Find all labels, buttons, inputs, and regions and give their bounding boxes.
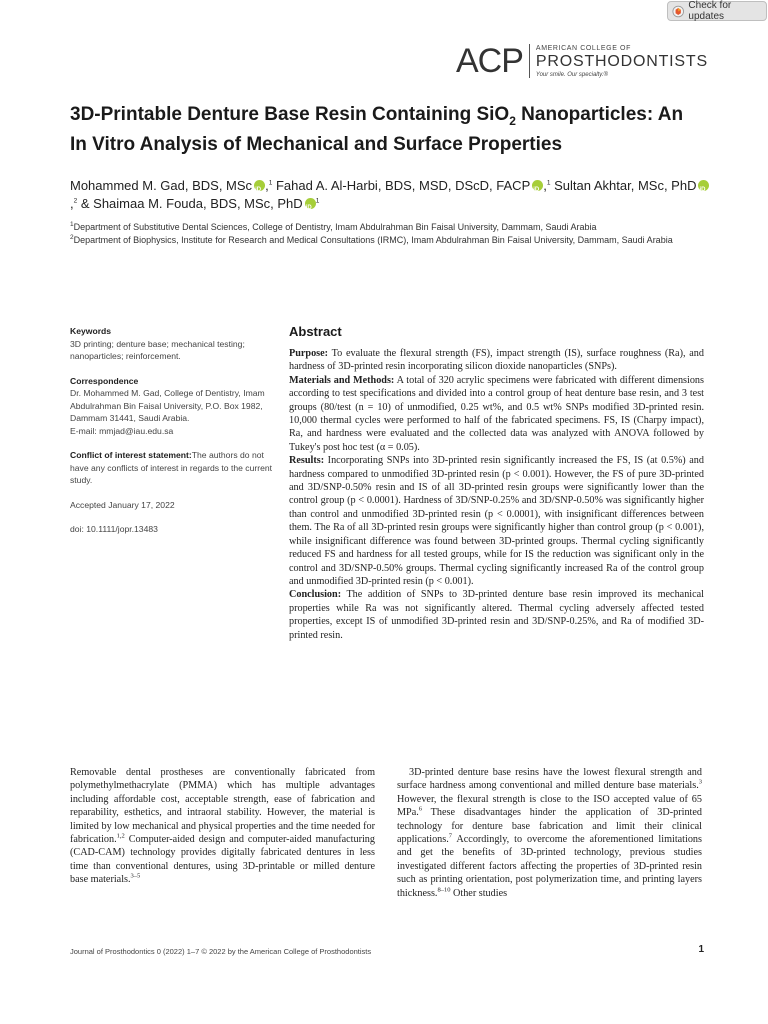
abstract-section [289, 324, 704, 642]
author-name: Fahad A. Al-Harbi, BDS, MSD, DScD, FACP [275, 178, 531, 193]
orcid-icon[interactable] [305, 198, 316, 209]
logo-small-text: AMERICAN COLLEGE OF [535, 44, 631, 52]
article-title: 3D-Printable Denture Base Resin Containing SiO$_2$ Nanoparticles: An In Vitro Analysis of Mechanical and Surface Properties [70, 104, 684, 155]
logo-mark: ACP [456, 42, 523, 80]
body-column-left: Removable dental prostheses are conventionally fabricated from polymethylmethacrylate (PMMA) which has multiple advantages including affordable cost, acceptable strength, ease of fabrication and reparability, esthetics, and intraoral stability. However, the material is limited by low mechanical and physical properties and the time needed for fabrication.$^{1,2}$ Computer-aided design and computer-aided manufacturing (CAD-CAM) technology provides digitally fabricated dentures in less time than conventional dentures, using 3D-printable or milled denture base materials.$^{3-5}$ [70, 767, 375, 886]
update-badge-icon [672, 5, 684, 18]
author-name: Shaimaa M. Fouda, BDS, MSc, PhD [93, 196, 303, 211]
doi-link[interactable]: doi: 10.1111/jopr.13483 [70, 524, 158, 534]
conflict-heading: Conflict of interest statement: [70, 450, 192, 460]
correspondence-email[interactable]: E-mail: mmjad@iau.edu.sa [70, 425, 174, 436]
accepted-date: Accepted January 17, 2022 [70, 499, 175, 510]
body-column-right: 3D-printed denture base resins have the lowest flexural strength and surface hardness among conventional and milled denture base materials.$^3$ However, the flexural strength is close to the ISO accepted value of 65 MPa.$^6$ These disadvantages hinder the application of 3D-printed technology for denture base fabrication and limit their clinical applications.$^7$ Accordingly, to overcome the aforementioned limitations and get the benefits of 3D-printed technology, previous studies investigated different factors affecting the properties of 3D-printed resin such as printing orientation, post polymerization time, and printing layers thickness.$^{8-10}$ Other studies [397, 767, 702, 899]
article-sidebar [70, 325, 275, 548]
abstract-conclusion: Conclusion: The addition of SNPs to 3D-printed denture base resin improved its mechanical properties while Ra was not significantly altered. Thermal cycling adversely affected tested properties, except IS of unmodified 3D-printed resin and 3D/SNP-0.25%, and Ra of modified 3D-printed resin. [289, 589, 704, 641]
affiliation-item: $^1$Department of Substitutive Dental Sciences, College of Dentistry, Imam Abdulrahman Bin Faisal University, Dammam, Saudi Arabia [70, 221, 597, 232]
keywords-block [70, 325, 275, 363]
affiliations [70, 221, 695, 247]
author-name: Mohammed M. Gad, BDS, MSc [70, 178, 253, 193]
page-footer: Journal of Prosthodontics 0 (2022) 1–7 © 2022 by the American College of Prosthodontists [70, 947, 372, 956]
abstract-heading: Abstract [289, 324, 342, 339]
author-list: Mohammed M. Gad, BDS, MSciD ,$^1$ Fahad A. Al-Harbi, BDS, MSD, DScD, FACPiD ,$^1$ Sultan Akhtar, MSc, PhDiD,$^2$ & Shaimaa M. Fouda, BDS, MSc, PhDiD $^1$ [70, 177, 710, 213]
abstract-purpose: Purpose: To evaluate the flexural strength (FS), impact strength (IS), surface roughness (Ra), and hardness of 3D-printed resin incorporating silicon dioxide nanoparticles (SNPs). [289, 348, 704, 373]
keywords-heading: Keywords [70, 326, 112, 336]
author-name: Sultan Akhtar, MSc, PhD [554, 178, 697, 193]
conflict-block [70, 449, 275, 487]
abstract-results: Results: Incorporating SNPs into 3D-printed resin significantly increased the FS, IS (at 0.5%) and hardness compared to unmodified 3D-printed resin (p < 0.001). However, the FS of pure 3D-printed and 3D/SNP-0.50% resin and IS of all 3D-printed resin groups were significantly lower than the control group (p < 0.0001). Hardness of 3D/SNP-0.25% and 3D/SNP-0.50% was significantly higher than control and unmodified 3D-printed resin (p < 0.0001), with insignificant differences between them. The Ra of all 3D-printed resin groups were significantly higher than control group (p < 0.001), while insignificant difference was found between 3D-printed groups. Thermal cycling significantly reduced FS and hardness for all tested groups, while for IS the reduction was significant only in the control and 3D/SNP-0.50% groups. Thermal cycling significantly increased Ra of the control group and unmodified 3D-printed resin (p < 0.001). [289, 455, 704, 587]
logo-tagline: Your smile. Our specialty.® [535, 71, 608, 78]
logo-big-text: PROSTHODONTISTS [535, 52, 708, 70]
orcid-icon[interactable] [698, 180, 709, 191]
orcid-icon[interactable] [254, 180, 265, 191]
check-for-updates-label: Check for updates [688, 0, 732, 22]
affiliation-item: $^2$Department of Biophysics, Institute for Research and Medical Consultations (IRMC), Imam Abdulrahman Bin Faisal University, Dammam, Saudi Arabia [70, 234, 673, 245]
doi-block [70, 523, 275, 536]
correspondence-text: Dr. Mohammed M. Gad, College of Dentistry, Imam Abdulrahman Bin Faisal University, P.O. Box 1982, Dammam 31441, Saudi Arabia. [70, 388, 265, 423]
acp-logo [456, 44, 708, 78]
correspondence-block [70, 375, 275, 438]
abstract-methods: Materials and Methods: A total of 320 acrylic specimens were fabricated with different dimensions according to test specifications and divided into a control group of heat denture base resin, and 3 test groups (80/test (n = 10) of unmodified, 0.25 wt%, and 0.5 wt% SNPs modified 3D-printed resin. 10,000 thermal cycles were performed to half of the fabricated specimens. FS, IS (Charpy impact), Ra, and hardness were evaluated and the collected data was analyzed with ANOVA followed by Tukey's post hoc test (α = 0.05). [289, 374, 704, 453]
logo-divider [529, 44, 530, 78]
correspondence-heading: Correspondence [70, 375, 139, 386]
accepted-block [70, 499, 275, 512]
keywords-text: 3D printing; denture base; mechanical testing; nanoparticles; reinforcement. [70, 338, 245, 361]
check-for-updates-button[interactable] [667, 1, 767, 21]
conflict-text: The authors do not have any conflicts of interest in regards to the current study. [70, 450, 273, 485]
orcid-icon[interactable] [532, 180, 543, 191]
page-number: 1 [698, 944, 704, 955]
